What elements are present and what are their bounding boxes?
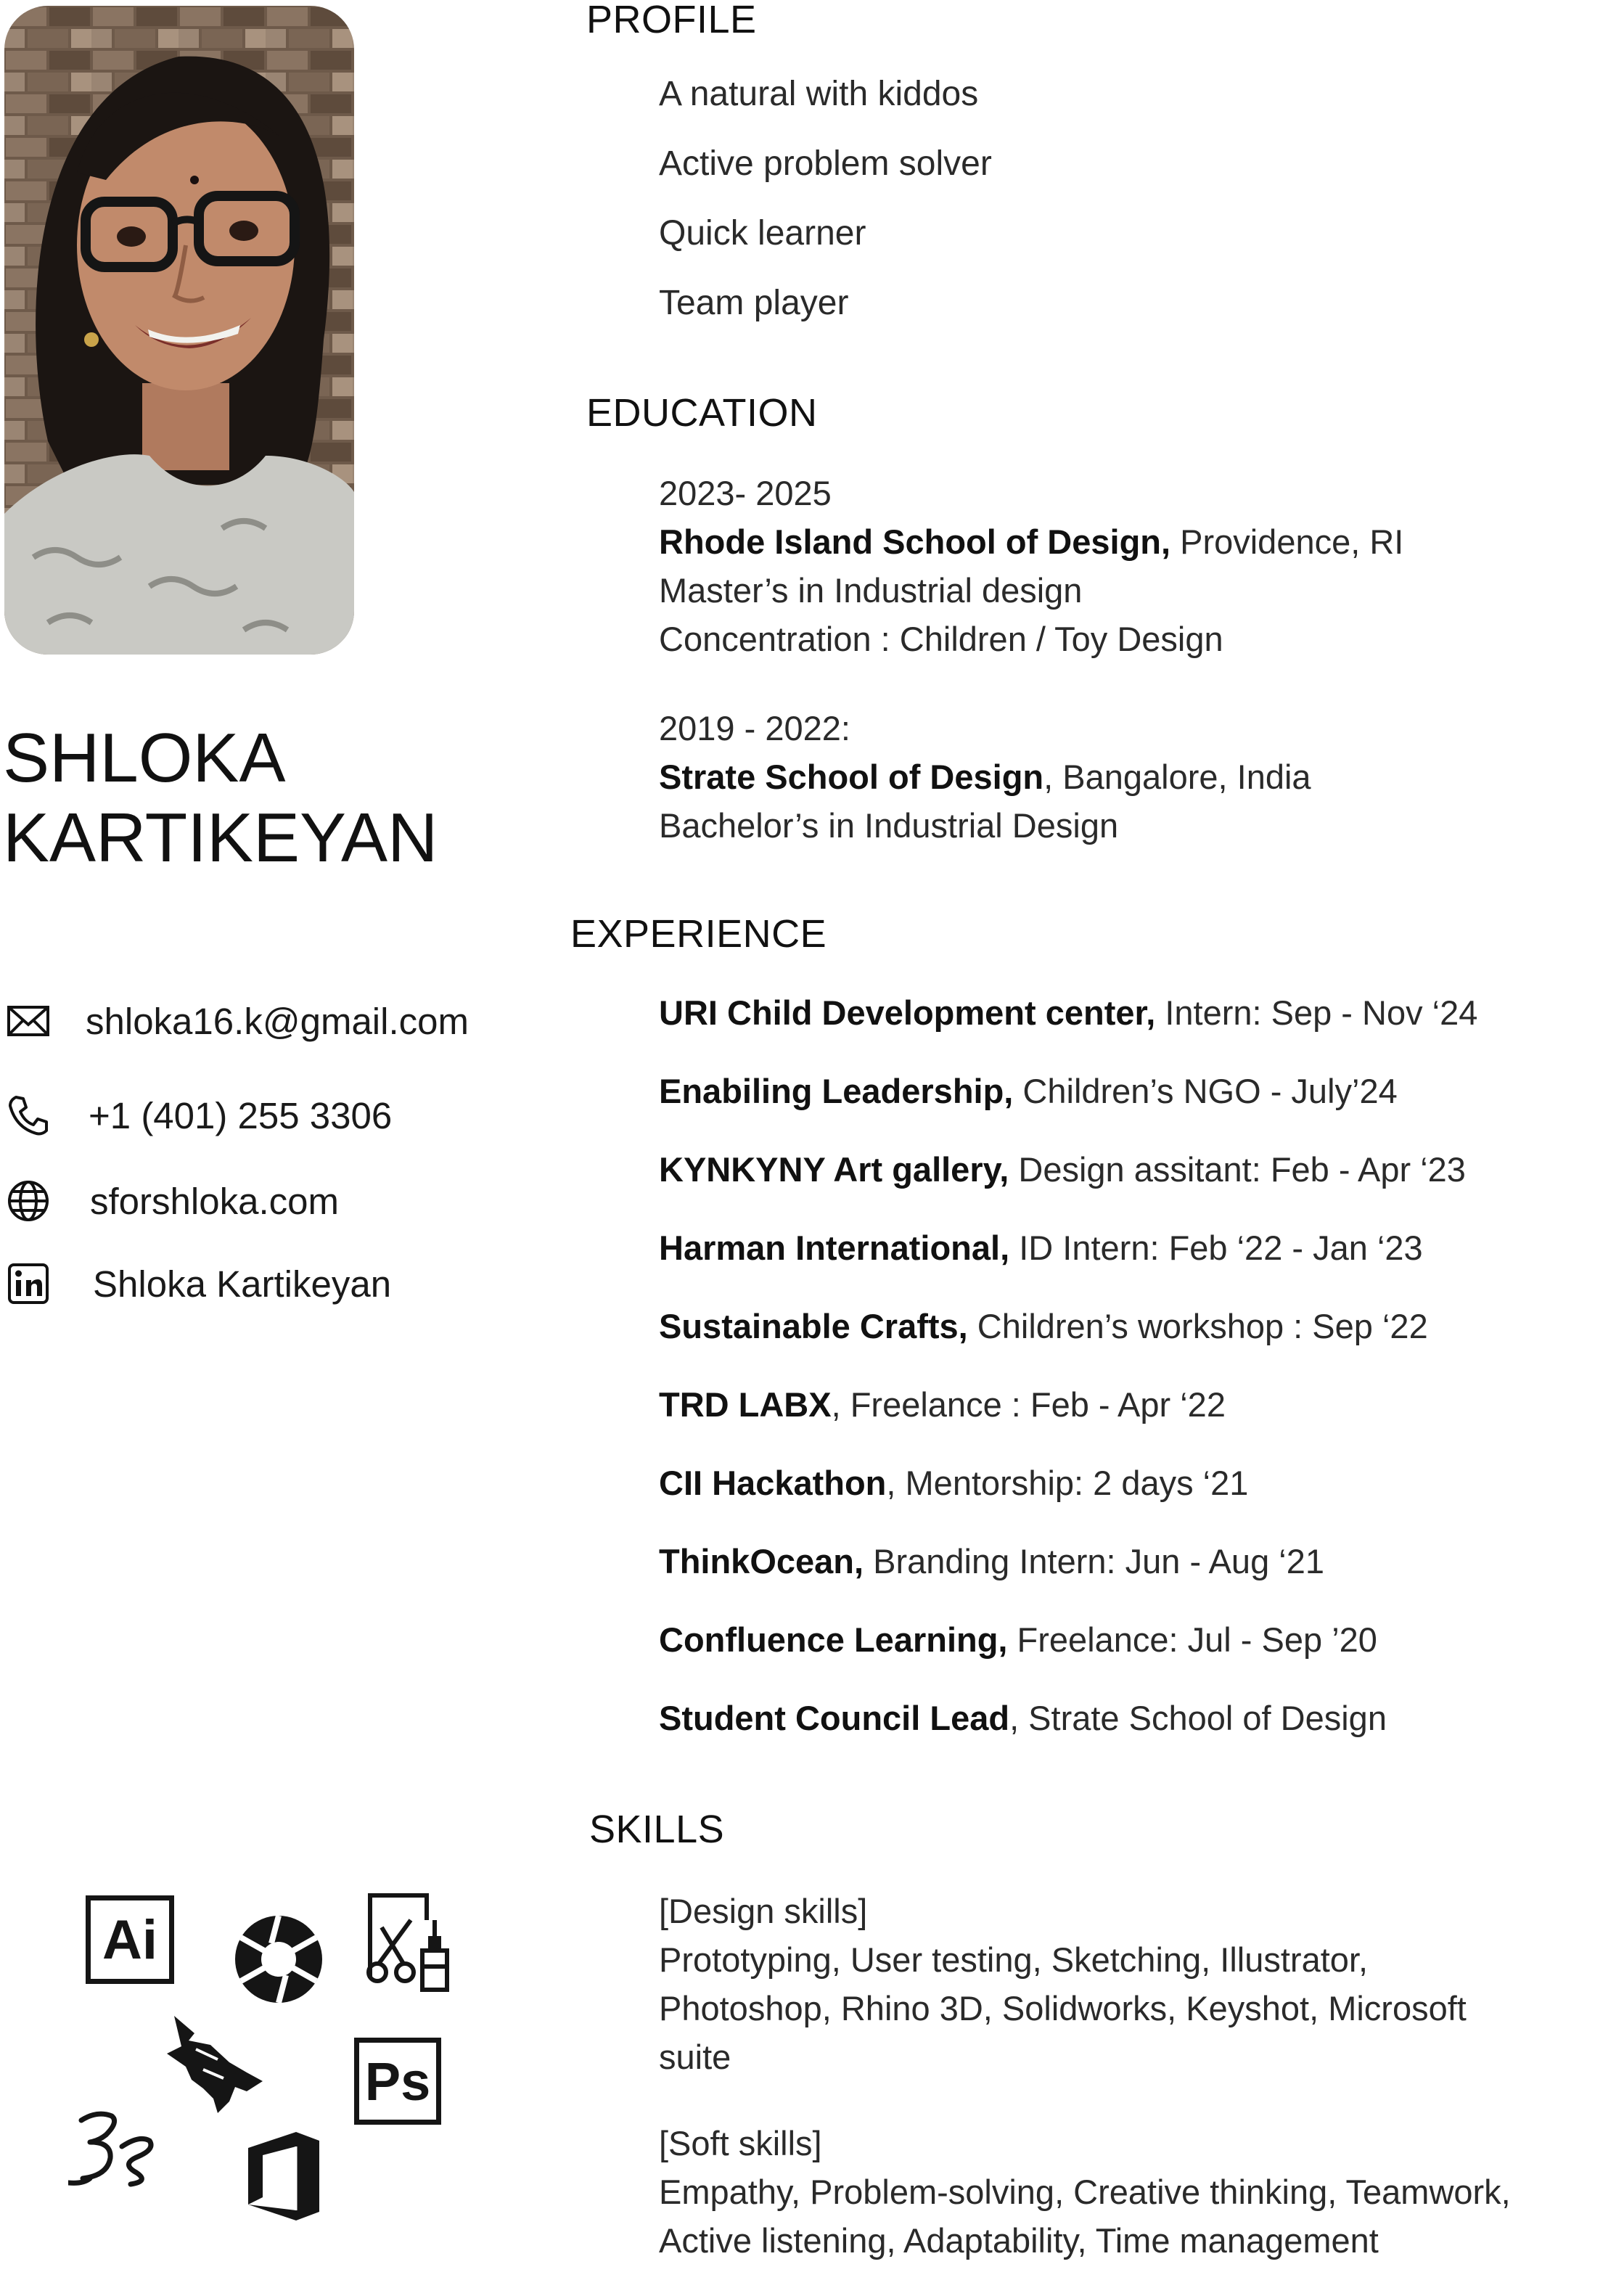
design-skills-line: suite [659,2038,731,2076]
experience-item [659,993,1477,1033]
phone-icon [6,1093,51,1138]
experience-item [659,1698,1387,1738]
name-first: SHLOKA [3,719,286,797]
education-years: 2019 - 2022: [659,709,850,747]
contact-website-row[interactable] [6,1176,339,1226]
education-heading: EDUCATION [586,391,818,435]
experience-detail: Freelance: Jul - Sep ’20 [1007,1620,1377,1659]
craft-tools-icon [360,1891,451,1996]
design-skills-line: Prototyping, User testing, Sketching, Illustrator, [659,1940,1369,1979]
experience-heading: EXPERIENCE [570,912,827,956]
linkedin-link[interactable]: Shloka Kartikeyan [93,1263,392,1305]
skills-heading: SKILLS [589,1808,725,1851]
experience-org: Sustainable Crafts, [659,1307,968,1345]
soft-skills-title: [Soft skills] [659,2124,822,2162]
contact-linkedin-row[interactable] [6,1258,391,1309]
design-skills-block [659,1887,1467,2081]
rhino-icon [160,2012,268,2121]
experience-org: Confluence Learning, [659,1620,1008,1659]
education-location: , Bangalore, India [1043,758,1311,796]
soft-skills-line: Active listening, Adaptability, Time management [659,2221,1379,2260]
website-link[interactable]: sforshloka.com [90,1180,339,1222]
linkedin-icon [6,1261,51,1306]
full-name [3,718,438,878]
experience-org: ThinkOcean, [659,1542,864,1580]
office-icon [245,2129,322,2227]
experience-detail: Children’s workshop : Sep ‘22 [967,1307,1428,1345]
experience-item [659,1071,1398,1111]
experience-item [659,1463,1248,1503]
education-concentration: Concentration : Children / Toy Design [659,620,1223,658]
education-school-line [659,753,1311,801]
experience-org: Enabiling Leadership, [659,1072,1014,1110]
keyshot-icon [232,1913,325,2009]
soft-skills-line: Empathy, Problem-solving, Creative thinking, Teamwork, [659,2173,1511,2211]
experience-detail: Children’s NGO - July’24 [1013,1072,1398,1110]
experience-org: URI Child Development center, [659,993,1156,1032]
experience-org: KYNKYNY Art gallery, [659,1150,1009,1189]
education-entry-risd [659,469,1403,663]
contact-email-row[interactable] [6,996,469,1046]
education-entry-strate [659,704,1311,850]
experience-item [659,1228,1423,1268]
photoshop-icon: Ps [354,2038,441,2125]
profile-item: Quick learner [659,214,866,253]
name-last: KARTIKEYAN [3,799,438,877]
education-location: Providence, RI [1170,522,1404,561]
contact-phone-row[interactable] [6,1090,392,1141]
experience-item [659,1149,1466,1189]
soft-skills-block [659,2119,1511,2265]
profile-photo [4,6,354,655]
experience-org: TRD LABX [659,1385,832,1424]
profile-item: Team player [659,284,849,322]
experience-detail: , Freelance : Feb - Apr ‘22 [831,1385,1226,1424]
experience-item [659,1306,1428,1346]
education-school: Strate School of Design [659,758,1044,796]
education-years: 2023- 2025 [659,474,832,512]
mail-icon [6,998,51,1043]
education-degree: Bachelor’s in Industrial Design [659,806,1119,845]
experience-item [659,1385,1226,1424]
experience-org: CII Hackathon [659,1464,887,1502]
profile-item: A natural with kiddos [659,75,979,113]
illustrator-icon: Ai [86,1895,174,1984]
experience-detail: , Mentorship: 2 days ‘21 [886,1464,1249,1502]
experience-detail: ID Intern: Feb ‘22 - Jan ‘23 [1009,1229,1423,1267]
design-skills-line: Photoshop, Rhino 3D, Solidworks, Keyshot, Microsoft [659,1989,1467,2027]
experience-org: Harman International, [659,1229,1010,1267]
experience-detail: Intern: Sep - Nov ‘24 [1155,993,1478,1032]
experience-org: Student Council Lead [659,1699,1010,1737]
experience-item [659,1541,1324,1581]
experience-detail: , Strate School of Design [1009,1699,1387,1737]
phone-number[interactable]: +1 (401) 255 3306 [89,1094,393,1136]
design-skills-title: [Design skills] [659,1892,868,1930]
solidworks-icon [68,2106,155,2194]
globe-icon [6,1178,51,1223]
profile-heading: PROFILE [586,0,757,41]
education-school-line [659,517,1403,566]
experience-detail: Design assitant: Feb - Apr ‘23 [1009,1150,1466,1189]
experience-item [659,1620,1377,1660]
email-link[interactable]: shloka16.k@gmail.com [86,1000,469,1042]
education-school: Rhode Island School of Design, [659,522,1171,561]
experience-detail: Branding Intern: Jun - Aug ‘21 [864,1542,1324,1580]
profile-item: Active problem solver [659,144,992,183]
education-degree: Master’s in Industrial design [659,571,1083,610]
